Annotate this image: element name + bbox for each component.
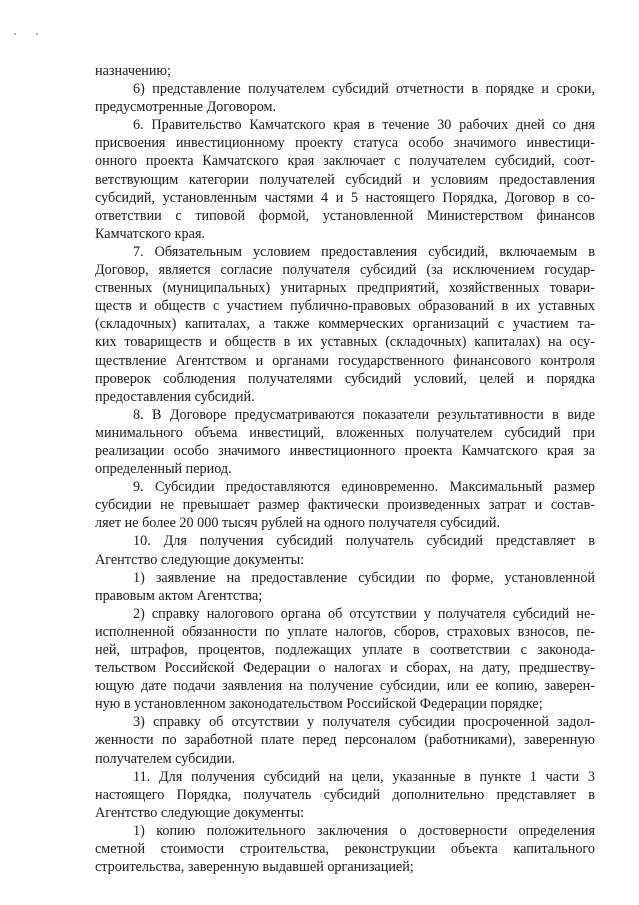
text-line: 1) заявление на предоставление субсидии по форме, установленной [133, 569, 595, 586]
text-line: ществ и обществ с участием публично-правовых образований в их уставных [95, 298, 595, 315]
scan-marks [14, 33, 54, 39]
text-line: 9. Субсидии предоставляются единовременно. Максимальный размер [133, 479, 595, 496]
text-line: Агентство следующие документы: [95, 551, 305, 568]
text-line: ких товариществ и обществ в их уставных (складочных) капиталах) на осу- [95, 334, 595, 351]
text-line: 6) представление получателем субсидий отчетности в порядке и сроки, [133, 81, 595, 98]
text-line: ющую дате подачи заявления на получение субсидии, или ее копию, заверен- [95, 678, 595, 695]
text-line: ней, штрафов, процентов, подлежащих уплате в соответствии с законода- [95, 642, 595, 658]
document-body [95, 62, 595, 876]
text-line: реализации особо значимого инвестиционного проекта Камчатского края за [95, 442, 595, 459]
text-line: 6. Правительство Камчатского края в течение 30 рабочих дней со дня [133, 117, 595, 134]
text-line: проверок соблюдения получателями субсидий условий, целей и порядка [95, 370, 595, 387]
text-line: строительства, заверенную выдавшей организацией; [95, 859, 414, 876]
text-line: сметной стоимости строительства, реконструкции объекта капитального [95, 841, 595, 858]
text-line: минимального объема инвестиций, вложенных получателем субсидий при [95, 424, 595, 441]
text-line: ную в установленном законодательством Российской Федерации порядке; [95, 696, 543, 713]
text-line: женности по заработной плате перед персоналом (работниками), заверенную [95, 732, 595, 749]
text-line: ственных (муниципальных) унитарных предприятий, хозяйственных товари- [95, 280, 595, 297]
text-line: ответствии с типовой формой, установленной Министерством финансов [95, 207, 595, 224]
text-line: 8. В Договоре предусматриваются показатели результативности в виде [133, 406, 595, 423]
text-line: онного проекта Камчатского края заключает с получателем субсидий, соот- [95, 153, 595, 170]
text-line: получателем субсидии. [95, 750, 236, 767]
text-line: 10. Для получения субсидий получатель субсидий представляет в [133, 533, 595, 550]
text-line: 2) справку налогового органа об отсутствии у получателя субсидий не- [133, 605, 595, 622]
text-line: ветствующим категории получателей субсидий и условиям предоставления [95, 171, 595, 188]
text-line: 11. Для получения субсидий на цели, указанные в пункте 1 части 3 [133, 768, 595, 785]
text-line: 3) справку об отсутствии у получателя субсидии просроченной задол- [133, 714, 595, 731]
text-line: 7. Обязательным условием предоставления субсидий, включаемым в [133, 243, 595, 260]
text-line: субсидий, установленным частями 4 и 5 настоящего Порядка, Договор в со- [95, 189, 595, 206]
text-line: (складочных) капиталах, а также коммерческих организаций с участием та- [95, 316, 595, 333]
text-line: исполненной обязанности по уплате налогов, сборов, страховых взносов, пе- [95, 623, 595, 640]
text-line: определенный период. [95, 461, 232, 478]
text-line: предоставления субсидий. [95, 388, 255, 405]
text-line: 1) копию положительного заключения о достоверности определения [133, 822, 595, 839]
text-line: ществление Агентством и органами государственного финансового контроля [95, 352, 595, 369]
text-line: предусмотренные Договором. [95, 99, 277, 116]
text-line: тельством Российской Федерации о налогах и сборах, на дату, предшеству- [95, 660, 595, 677]
text-line: ляет не более 20 000 тысяч рублей на одного получателя субсидий. [95, 515, 501, 532]
text-line: Камчатского края. [95, 225, 206, 242]
text-line: присвоения инвестиционному проекту статуса особо значимого инвестици- [95, 135, 595, 152]
text-line: Договор, является согласие получателя субсидий (за исключением государ- [95, 262, 595, 279]
text-line: правовым актом Агентства; [95, 587, 263, 604]
text-line: назначению; [95, 63, 171, 79]
text-line: настоящего Порядка, получатель субсидий дополнительно представляет в [95, 786, 595, 803]
text-line: Агентство следующие документы: [95, 804, 305, 821]
text-line: субсидии не превышает размер фактически произведенных затрат и состав- [95, 497, 595, 514]
